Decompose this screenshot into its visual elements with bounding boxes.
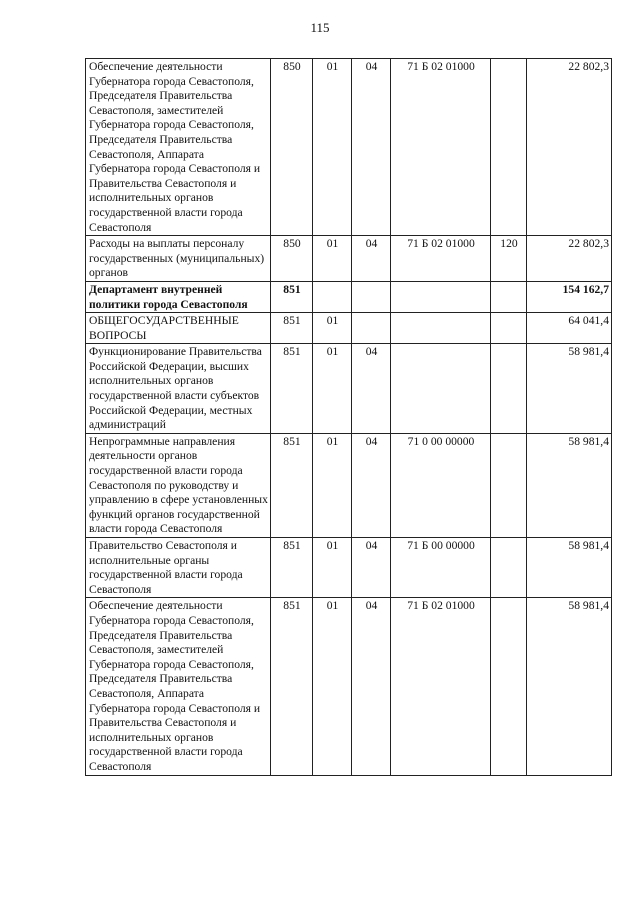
table-row — [86, 236, 612, 282]
table-row — [86, 281, 612, 312]
dept-code-cell: 851 — [271, 313, 313, 344]
expense-type-cell — [491, 281, 527, 312]
table-row — [86, 344, 612, 434]
subsection-code-cell: 04 — [352, 236, 391, 282]
row-name-cell: Функционирование Правительства Российской Федерации, высших исполнительных органов государственной власти субъектов Российской Федерации, местных администраций — [86, 344, 271, 434]
dept-code-cell: 851 — [271, 281, 313, 312]
target-article-cell: 71 0 00 00000 — [391, 433, 491, 537]
amount-cell: 154 162,7 — [527, 281, 612, 312]
dept-code-cell: 850 — [271, 59, 313, 236]
amount-cell: 64 041,4 — [527, 313, 612, 344]
expense-type-cell — [491, 59, 527, 236]
amount-cell: 22 802,3 — [527, 59, 612, 236]
row-name-cell: Расходы на выплаты персоналу государственных (муниципальных) органов — [86, 236, 271, 282]
table-row — [86, 538, 612, 598]
dept-code-cell: 851 — [271, 538, 313, 598]
row-name-cell: Обеспечение деятельности Губернатора города Севастополя, Председателя Правительства Севастополя, заместителей Губернатора города Севастополя, Председателя Правительства Севастополя, Аппарата Губернатора города Севастополя и Правительства Севастополя и исполнительных органов государственной власти города Севастополя — [86, 598, 271, 775]
amount-cell: 58 981,4 — [527, 598, 612, 775]
expense-type-cell — [491, 433, 527, 537]
row-name-cell: Правительство Севастополя и исполнительные органы государственной власти города Севастополя — [86, 538, 271, 598]
subsection-code-cell: 04 — [352, 59, 391, 236]
subsection-code-cell — [352, 281, 391, 312]
subsection-code-cell — [352, 313, 391, 344]
subsection-code-cell: 04 — [352, 598, 391, 775]
target-article-cell: 71 Б 00 00000 — [391, 538, 491, 598]
amount-cell: 58 981,4 — [527, 344, 612, 434]
table-row — [86, 313, 612, 344]
dept-code-cell: 850 — [271, 236, 313, 282]
budget-table — [85, 58, 612, 776]
expense-type-cell — [491, 344, 527, 434]
dept-code-cell: 851 — [271, 598, 313, 775]
target-article-cell — [391, 344, 491, 434]
section-code-cell: 01 — [313, 236, 352, 282]
expense-type-cell — [491, 313, 527, 344]
section-code-cell — [313, 281, 352, 312]
target-article-cell — [391, 313, 491, 344]
expense-type-cell: 120 — [491, 236, 527, 282]
expense-type-cell — [491, 538, 527, 598]
section-code-cell: 01 — [313, 538, 352, 598]
subsection-code-cell: 04 — [352, 433, 391, 537]
target-article-cell: 71 Б 02 01000 — [391, 236, 491, 282]
section-code-cell: 01 — [313, 433, 352, 537]
dept-code-cell: 851 — [271, 433, 313, 537]
amount-cell: 58 981,4 — [527, 433, 612, 537]
expense-type-cell — [491, 598, 527, 775]
target-article-cell — [391, 281, 491, 312]
section-code-cell: 01 — [313, 344, 352, 434]
amount-cell: 58 981,4 — [527, 538, 612, 598]
row-name-cell: ОБЩЕГОСУДАРСТВЕННЫЕ ВОПРОСЫ — [86, 313, 271, 344]
section-code-cell: 01 — [313, 59, 352, 236]
target-article-cell: 71 Б 02 01000 — [391, 59, 491, 236]
dept-code-cell: 851 — [271, 344, 313, 434]
subsection-code-cell: 04 — [352, 538, 391, 598]
table-row — [86, 59, 612, 236]
row-name-cell: Департамент внутренней политики города Севастополя — [86, 281, 271, 312]
row-name-cell: Непрограммные направления деятельности органов государственной власти города Севастополя по руководству и управлению в сфере установленных функций органов государственной власти города Севастополя — [86, 433, 271, 537]
page-number: 115 — [310, 20, 330, 35]
section-code-cell: 01 — [313, 313, 352, 344]
row-name-cell: Обеспечение деятельности Губернатора города Севастополя, Председателя Правительства Севастополя, заместителей Губернатора города Севастополя, Председателя Правительства Севастополя, Аппарата Губернатора города Севастополя и Правительства Севастополя и исполнительных органов государственной власти города Севастополя — [86, 59, 271, 236]
table-row — [86, 433, 612, 537]
amount-cell: 22 802,3 — [527, 236, 612, 282]
table-row — [86, 598, 612, 775]
target-article-cell: 71 Б 02 01000 — [391, 598, 491, 775]
subsection-code-cell: 04 — [352, 344, 391, 434]
section-code-cell: 01 — [313, 598, 352, 775]
